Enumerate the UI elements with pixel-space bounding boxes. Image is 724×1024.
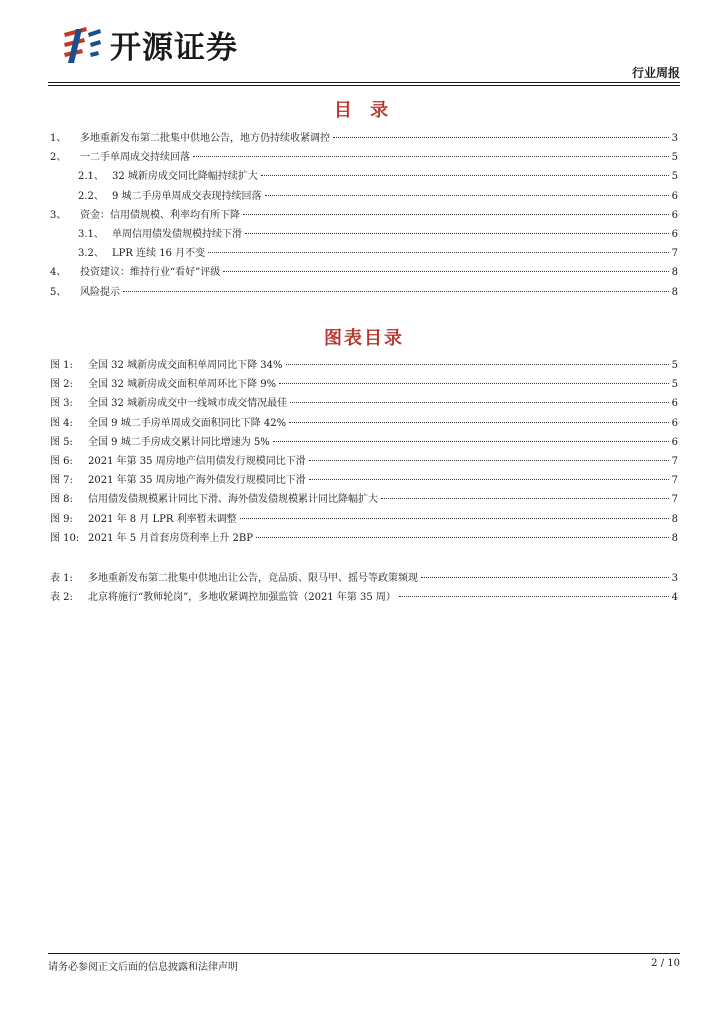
entry-page-number: 6: [671, 398, 678, 410]
entry-title: 北京将施行“教师轮岗”，多地收紧调控加强监管（2021 年第 35 周）: [88, 592, 396, 604]
entry-page-number: 7: [671, 455, 678, 467]
figures-toc-heading: 图表目录: [324, 328, 404, 349]
dot-leader: [273, 429, 669, 442]
entry-page-number: 7: [671, 475, 678, 487]
toc-entry[interactable]: [50, 282, 678, 301]
entry-number: 2、: [50, 152, 67, 164]
toc-list: [50, 128, 678, 301]
entry-title: 32 城新房成交同比降幅持续扩大: [112, 171, 258, 183]
entry-number: 图 9:: [50, 513, 73, 525]
figures-toc-list: [50, 355, 678, 547]
dot-leader: [193, 144, 669, 157]
entry-title: 投资建议：维持行业“看好”评级: [80, 267, 221, 279]
entry-page-number: 6: [671, 228, 678, 240]
header-divider: [48, 82, 680, 83]
entry-number: 图 3:: [50, 398, 73, 410]
entry-title: 全国 32 城新房成交面积单周环比下降 9%: [88, 379, 277, 391]
dot-leader: [240, 506, 669, 519]
dot-leader: [290, 390, 669, 403]
entry-title: 全国 32 城新房成交面积单周同比下降 34%: [88, 360, 283, 371]
entry-number: 2.2、: [78, 190, 104, 202]
entry-page-number: 8: [671, 513, 678, 525]
footer-disclaimer: 请务必参阅正文后面的信息披露和法律声明: [48, 962, 238, 973]
entry-page-number: 3: [671, 133, 678, 144]
footer-divider: [48, 953, 680, 954]
entry-page-number: 5: [671, 171, 678, 183]
entry-title: 一二手单周成交持续回落: [80, 152, 190, 164]
dot-leader: [381, 486, 669, 499]
dot-leader: [421, 565, 669, 578]
entry-title: 2021 年第 35 周房地产海外债发行规模同比下滑: [88, 475, 306, 487]
entry-page-number: 6: [671, 417, 678, 429]
entry-page-number: 5: [671, 360, 678, 371]
entry-title: 全国 9 城二手房成交累计同比增速为 5%: [88, 436, 270, 448]
entry-number: 5、: [50, 286, 67, 298]
report-type-label: 行业周报: [631, 66, 680, 80]
dot-leader: [333, 125, 669, 138]
dot-leader: [245, 221, 669, 234]
dot-leader: [261, 163, 669, 176]
entry-title: 资金：信用债规模、利率均有所下降: [80, 209, 240, 221]
entry-page-number: 4: [671, 592, 678, 604]
entry-number: 1、: [50, 133, 67, 144]
dot-leader: [309, 467, 669, 480]
entry-page-number: 7: [671, 494, 678, 506]
dot-leader: [243, 202, 669, 215]
entry-title: 单周信用债发债规模持续下滑: [112, 228, 242, 240]
dot-leader: [208, 240, 668, 253]
entry-page-number: 8: [671, 532, 678, 544]
dot-leader: [256, 525, 669, 538]
dot-leader: [123, 279, 669, 292]
tables-toc-list: [50, 568, 678, 606]
dot-leader: [309, 448, 669, 461]
entry-page-number: 7: [671, 248, 678, 260]
logo-mark-icon: [60, 23, 104, 65]
entry-title: 9 城二手房单周成交表现持续回落: [112, 190, 262, 202]
page-number: 2 / 10: [651, 958, 680, 969]
entry-title: 2021 年 5 月首套房贷利率上升 2BP: [88, 532, 253, 544]
entry-page-number: 3: [671, 573, 678, 584]
entry-page-number: 6: [671, 436, 678, 448]
toc-entry[interactable]: [50, 587, 678, 606]
entry-number: 3、: [50, 209, 67, 221]
entry-number: 图 6:: [50, 455, 73, 467]
company-logo: [60, 22, 238, 66]
dot-leader: [279, 371, 669, 384]
entry-page-number: 6: [671, 209, 678, 221]
dot-leader: [223, 259, 668, 272]
entry-number: 图 7:: [50, 475, 73, 487]
entry-number: 图 8:: [50, 494, 73, 506]
entry-number: 2.1、: [78, 171, 104, 183]
entry-page-number: 5: [671, 379, 678, 391]
entry-number: 图 1:: [50, 360, 73, 371]
entry-title: 全国 9 城二手房单周成交面积同比下降 42%: [88, 417, 287, 429]
entry-title: 2021 年第 35 周房地产信用债发行规模同比下滑: [88, 455, 306, 467]
dot-leader: [399, 584, 669, 597]
entry-number: 3.2、: [78, 248, 104, 260]
entry-page-number: 5: [671, 152, 678, 164]
page-header: [48, 18, 680, 80]
toc-entry[interactable]: [50, 528, 678, 547]
entry-page-number: 8: [671, 267, 678, 279]
entry-number: 图 4:: [50, 417, 73, 429]
header-divider-thin: [48, 85, 680, 86]
entry-page-number: 6: [671, 190, 678, 202]
toc-heading: 目 录: [333, 100, 395, 121]
dot-leader: [286, 352, 669, 365]
entry-title: LPR 连续 16 月不变: [112, 248, 206, 260]
entry-title: 多地重新发布第二批集中供地出让公告，竞品质、限马甲、摇号等政策频现: [88, 573, 418, 584]
entry-number: 表 2:: [50, 592, 73, 604]
entry-number: 图 5:: [50, 436, 73, 448]
entry-number: 表 1:: [50, 573, 73, 584]
logo-text: 开源证券: [110, 29, 238, 66]
entry-title: 全国 32 城新房成交中一线城市成交情况最佳: [88, 398, 288, 410]
entry-title: 风险提示: [80, 286, 120, 298]
entry-title: 多地重新发布第二批集中供地公告，地方仍持续收紧调控: [80, 133, 330, 144]
entry-number: 4、: [50, 267, 67, 279]
entry-page-number: 8: [671, 286, 678, 298]
dot-leader: [289, 410, 669, 423]
entry-number: 3.1、: [78, 228, 104, 240]
entry-title: 信用债发债规模累计同比下滑、海外债发债规模累计同比降幅扩大: [88, 494, 378, 506]
entry-number: 图 10:: [50, 532, 80, 544]
entry-title: 2021 年 8 月 LPR 利率暂未调整: [88, 513, 237, 525]
entry-number: 图 2:: [50, 379, 73, 391]
dot-leader: [265, 183, 669, 196]
